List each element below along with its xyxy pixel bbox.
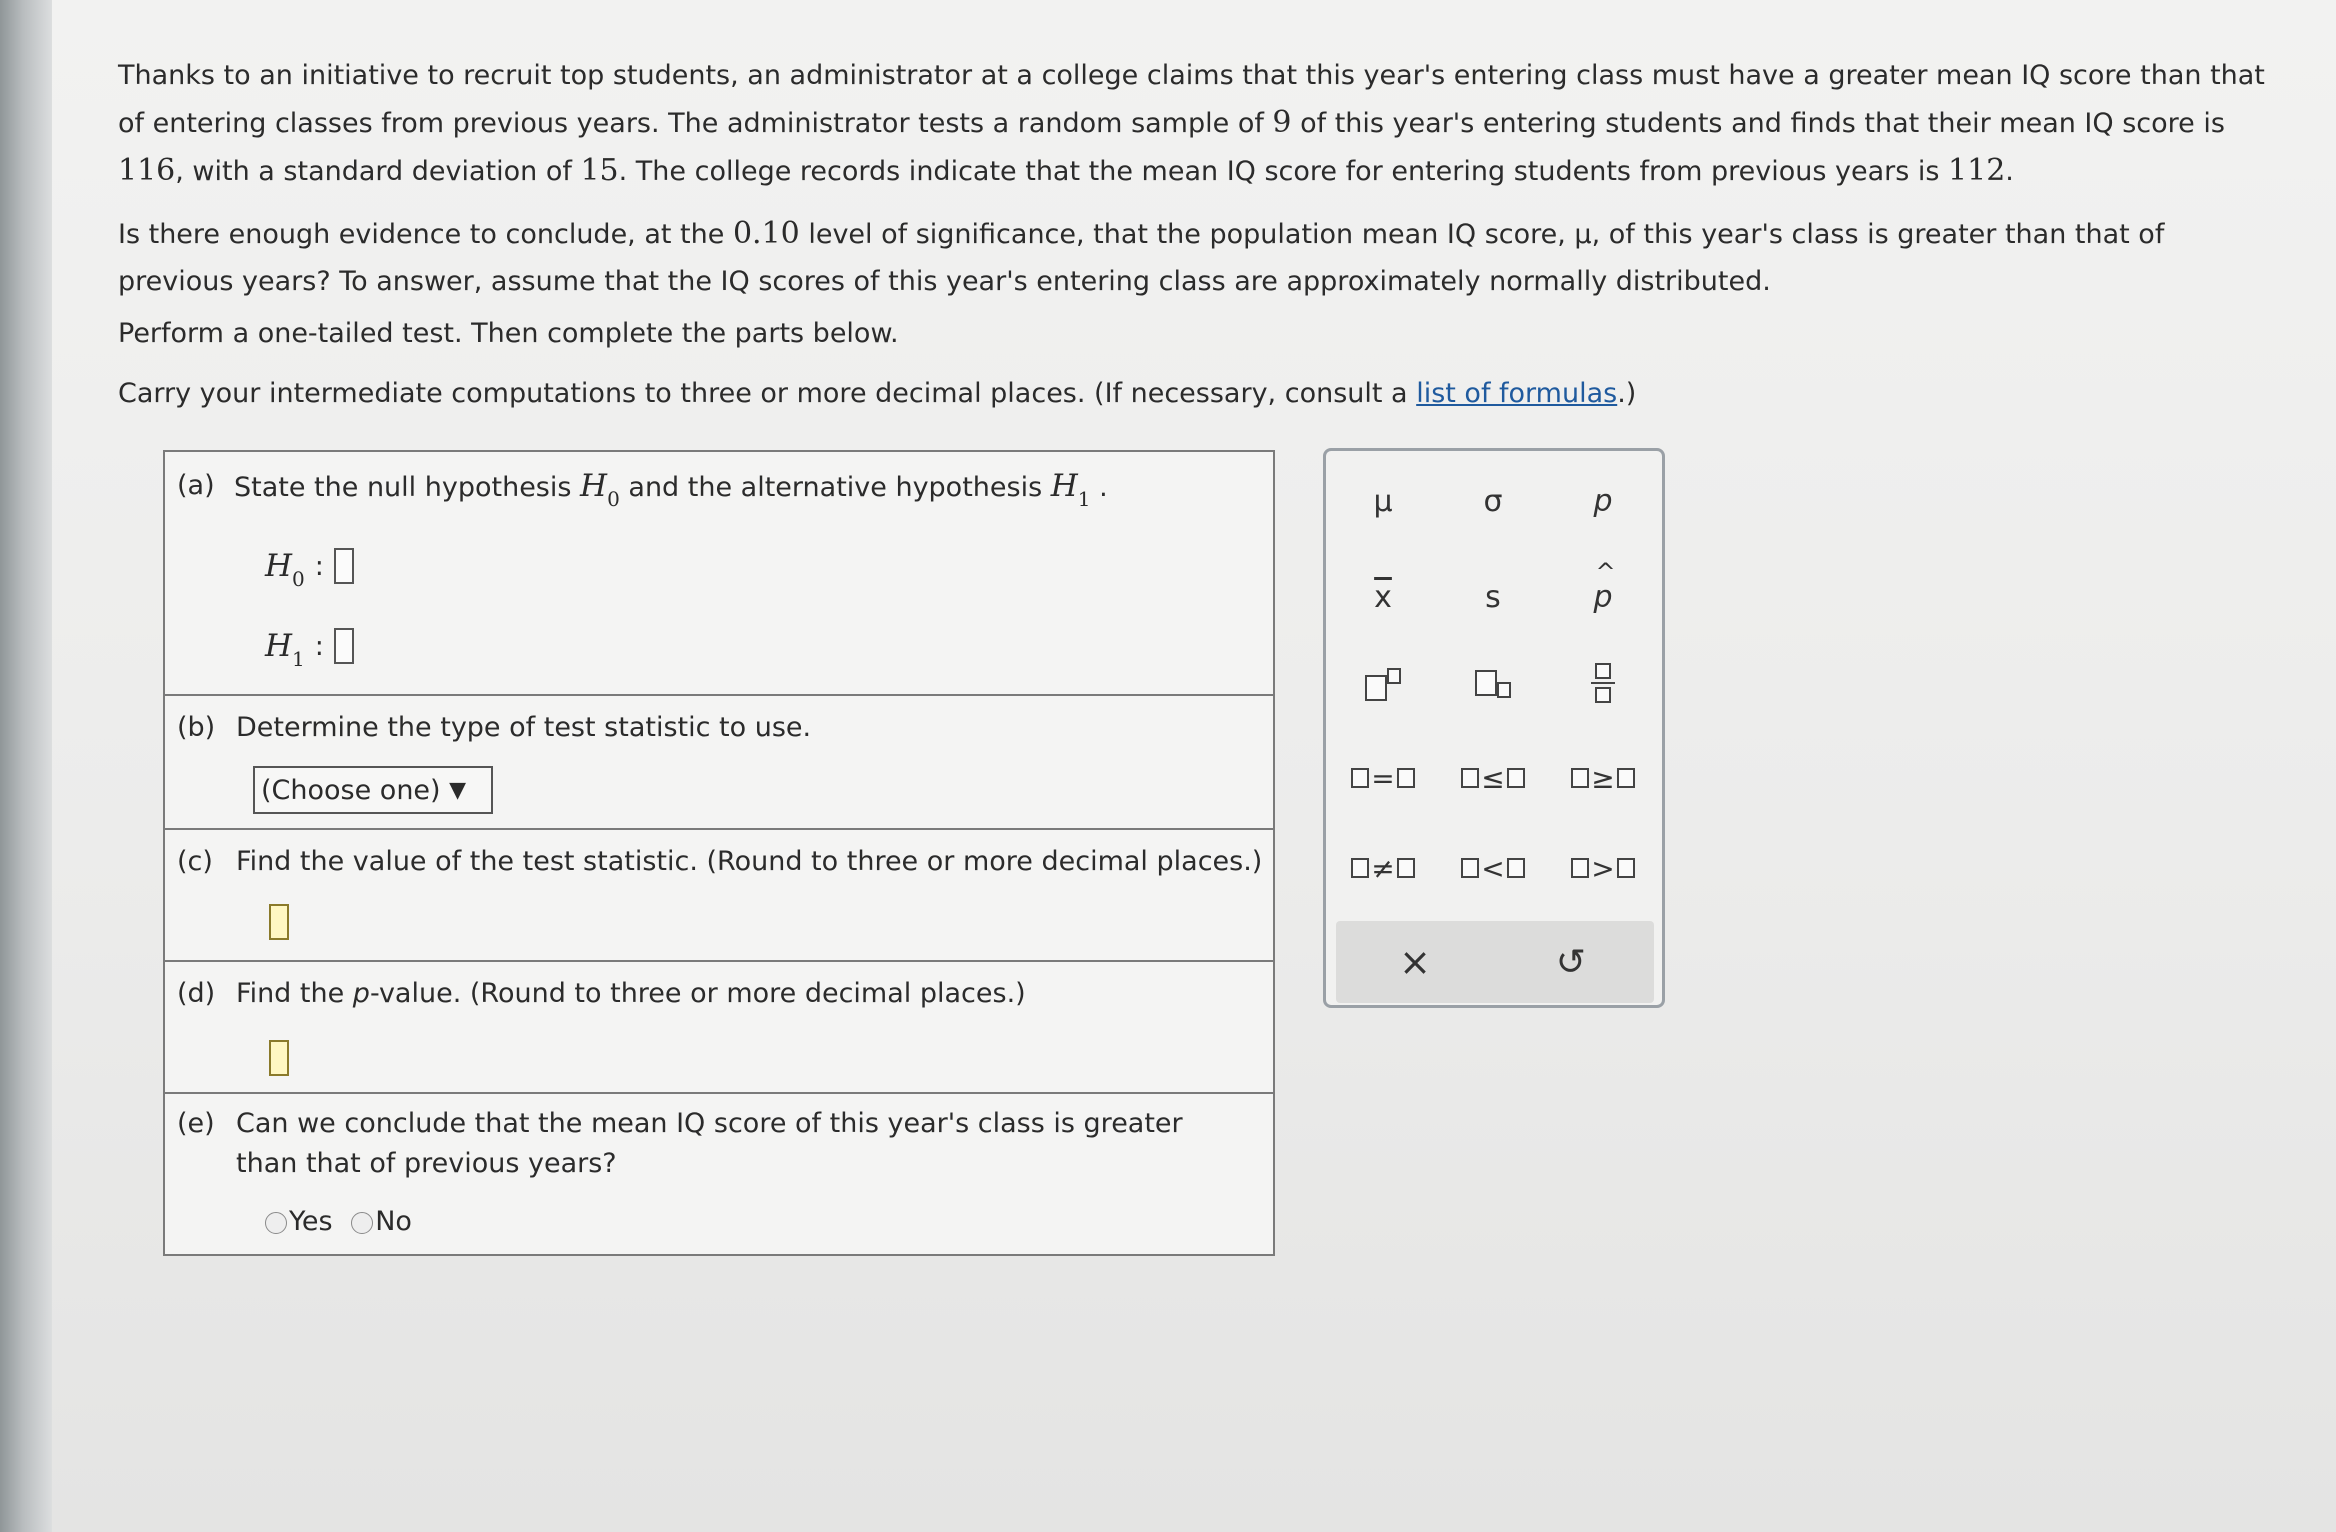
part-e-label: (e) [177, 1108, 215, 1139]
subscript-button[interactable] [1448, 653, 1538, 713]
part-c-question: Find the value of the test statistic. (Round to three or more decimal places.) [236, 846, 1263, 877]
not-equal-button[interactable]: ≠ [1338, 838, 1428, 898]
p-value-input[interactable] [269, 1040, 289, 1076]
part-a-question: State the null hypothesis $H_0$ and the alternative hypothesis $H_1$ . [234, 468, 1108, 511]
equals-button[interactable]: = [1338, 748, 1428, 808]
greater-equal-button[interactable]: ≥ [1558, 748, 1648, 808]
less-equal-button[interactable]: ≤ [1448, 748, 1538, 808]
conclusion-options [265, 1206, 412, 1237]
greater-than-button[interactable]: > [1558, 838, 1648, 898]
fraction-button[interactable] [1558, 653, 1648, 713]
part-a [165, 452, 1273, 696]
instruction-decimals: Carry your intermediate computations to three or more decimal places. (If necessary, consult a list of formulas.) [118, 378, 1637, 409]
no-option[interactable]: No [351, 1206, 412, 1237]
s-button[interactable]: s [1485, 579, 1501, 615]
problem-paragraph-2: Is there enough evidence to conclude, at the 0.10 level of significance, that the population mean IQ score, μ, of this year's class is greater than that of previous years? To answer, assume that the IQ scores of this year's entering class are approximately normally distributed. [118, 216, 2165, 297]
p-button[interactable]: p [1593, 483, 1613, 519]
formulas-link[interactable]: list of formulas [1416, 378, 1618, 409]
part-d-question: Find the p-value. (Round to three or more decimal places.) [236, 978, 1026, 1009]
part-c-label: (c) [177, 846, 213, 877]
null-hypothesis-input[interactable] [334, 548, 354, 584]
superscript-button[interactable] [1338, 653, 1428, 713]
clear-icon[interactable]: × [1399, 940, 1431, 984]
part-a-label: (a) [177, 470, 215, 501]
part-b-question: Determine the type of test statistic to use. [236, 712, 812, 743]
symbol-keypad [1323, 448, 1665, 1008]
part-b-label: (b) [177, 712, 216, 743]
sigma-button[interactable]: σ [1483, 483, 1503, 519]
part-d-label: (d) [177, 978, 216, 1009]
yes-option[interactable]: Yes [265, 1206, 333, 1237]
null-hypothesis-row: $H_0$ : [265, 548, 354, 584]
problem-paragraph-1: Thanks to an initiative to recruit top students, an administrator at a college claims that this year's entering class must have a greater mean IQ score than that of entering classes from previous years. The administrator tests a random sample of 9 of this year's entering students and finds that their mean IQ score is 116, with a standard deviation of 15. The college records indicate that the mean IQ score for entering students from previous years is 112. [118, 60, 2265, 188]
instruction-one-tailed: Perform a one-tailed test. Then complete the parts below. [118, 318, 899, 349]
test-statistic-input[interactable] [269, 904, 289, 940]
part-e-question: Can we conclude that the mean IQ score of this year's class is greater than that of previous years? [236, 1108, 1183, 1179]
part-d [165, 962, 1273, 1094]
keypad-footer [1336, 921, 1654, 1003]
yes-radio[interactable] [265, 1212, 287, 1234]
test-statistic-select[interactable]: (Choose one) ▼ [253, 766, 493, 814]
mu-button[interactable]: μ [1373, 483, 1393, 519]
dropdown-arrow-icon: ▼ [449, 777, 467, 803]
less-than-button[interactable]: < [1448, 838, 1538, 898]
alternative-hypothesis-row: $H_1$ : [265, 628, 354, 664]
part-c [165, 830, 1273, 962]
xbar-button[interactable]: $\overline{x}$ [1374, 579, 1392, 615]
question-table [163, 450, 1275, 1256]
part-e [165, 1094, 1273, 1254]
no-radio[interactable] [351, 1212, 373, 1234]
phat-button[interactable]: ^ p [1593, 557, 1616, 615]
undo-icon[interactable]: ↺ [1555, 941, 1587, 983]
part-b [165, 696, 1273, 830]
left-edge [0, 0, 52, 1532]
alternative-hypothesis-input[interactable] [334, 628, 354, 664]
